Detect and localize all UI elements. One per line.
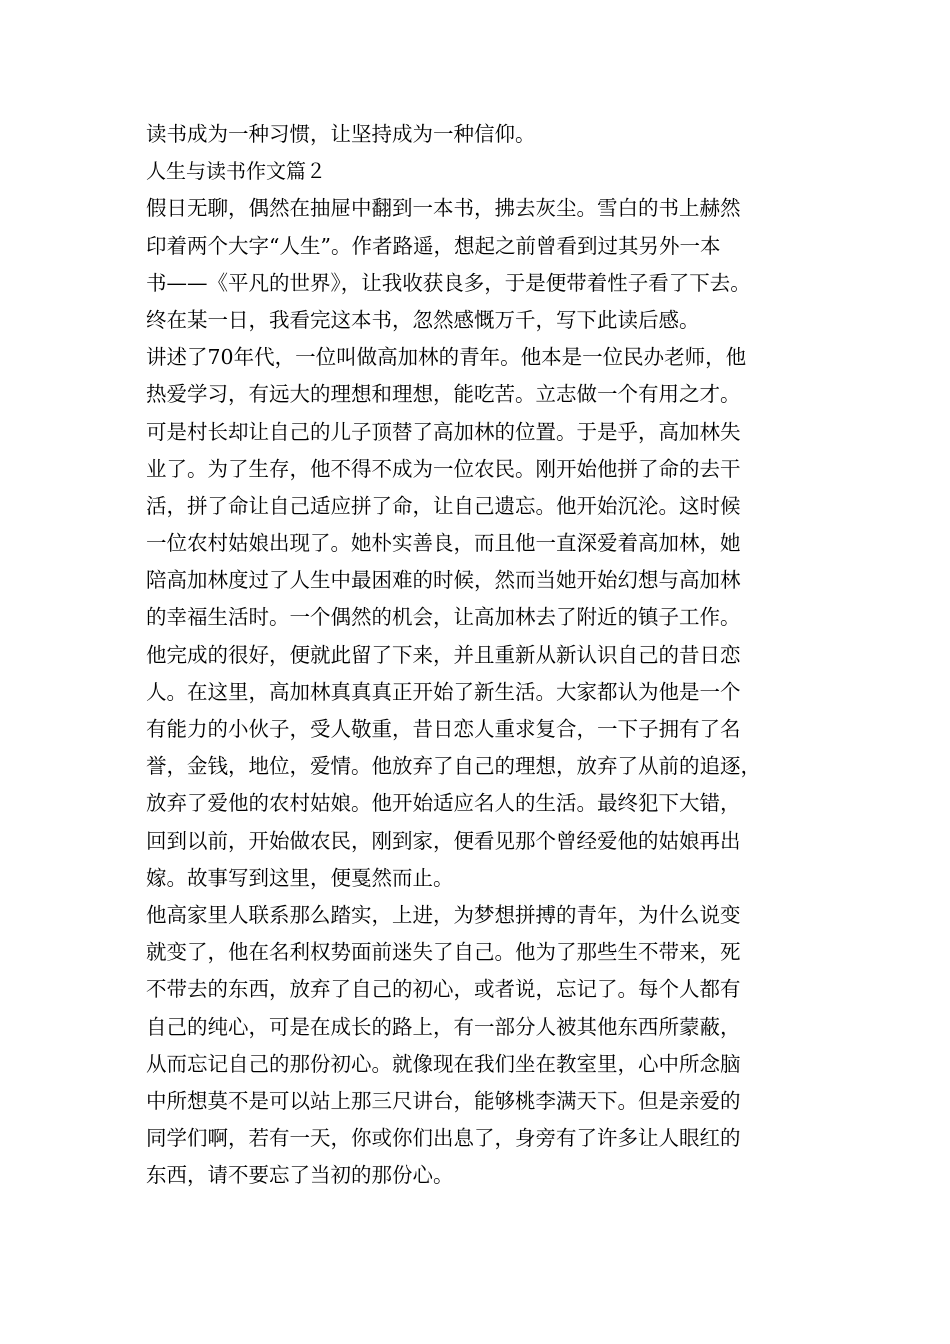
text-line: 誉，金钱，地位，爱情。他放弃了自己的理想，放弃了从前的追逐， [146,754,761,779]
text-line: 人。在这里，高加林真真真正开始了新生活。大家都认为他是一个 [146,679,741,704]
text-line: 从而忘记自己的那份初心。就像现在我们坐在教室里，心中所念脑 [146,1051,741,1076]
text-line: 读书成为一种习惯，让坚持成为一种信仰。 [146,122,536,146]
text-line: 嫁。故事写到这里，便戛然而止。 [146,865,454,890]
text-line: 终在某一日，我看完这本书，忽然感慨万千，写下此读后感。 [146,307,700,332]
text-line: 中所想莫不是可以站上那三尺讲台，能够桃李满天下。但是亲爱的 [146,1088,741,1113]
text-line: 讲述了70年代，一位叫做高加林的青年。他本是一位民办老师，他 [146,345,747,370]
text-line: 热爱学习，有远大的理想和理想，能吃苦。立志做一个有用之才。 [146,382,741,407]
text-line: 不带去的东西，放弃了自己的初心，或者说，忘记了。每个人都有 [146,977,741,1002]
text-line: 有能力的小伙子，受人敬重，昔日恋人重求复合，一下子拥有了名 [146,717,741,741]
text-line: 他高家里人联系那么踏实，上进，为梦想拼搏的青年，为什么说变 [146,902,741,927]
text-line: 回到以前，开始做农民，刚到家，便看见那个曾经爱他的姑娘再出 [146,828,741,853]
text-line: 他完成的很好，便就此留了下来，并且重新从新认识自己的昔日恋 [146,642,741,667]
text-line: 就变了，他在名利权势面前迷失了自己。他为了那些生不带来，死 [146,940,741,965]
text-line: 放弃了爱他的农村姑娘。他开始适应名人的生活。最终犯下大错， [146,791,741,816]
text-line: 自己的纯心，可是在成长的路上，有一部分人被其他东西所蒙蔽， [146,1014,741,1039]
section-heading: 人生与读书作文篇２ [146,159,326,184]
text-line: 的幸福生活时。一个偶然的机会，让高加林去了附近的镇子工作。 [146,605,741,630]
text-line: 同学们啊，若有一天，你或你们出息了，身旁有了许多让人眼红的 [146,1126,741,1151]
text-line: 活，拼了命让自己适应拼了命，让自己遗忘。他开始沉沦。这时候 [146,493,741,518]
text-line: 假日无聊，偶然在抽屉中翻到一本书，拂去灰尘。雪白的书上赫然 [146,196,741,221]
text-line: 业了。为了生存，他不得不成为一位农民。刚开始他拼了命的去干 [146,456,741,481]
text-line: 东西，请不要忘了当初的那份心。 [146,1163,454,1188]
document-page [146,116,826,1194]
text-line: 可是村长却让自己的儿子顶替了高加林的位置。于是乎，高加林失 [146,419,741,444]
text-line: 陪高加林度过了人生中最困难的时候，然而当她开始幻想与高加林 [146,568,741,593]
text-line: 一位农村姑娘出现了。她朴实善良，而且他一直深爱着高加林，她 [146,531,741,556]
text-line: 印着两个大字“人生”。作者路遥，想起之前曾看到过其另外一本 [146,233,721,258]
text-line: 书——《平凡的世界》，让我收获良多，于是便带着性子看了下去。 [146,270,751,295]
